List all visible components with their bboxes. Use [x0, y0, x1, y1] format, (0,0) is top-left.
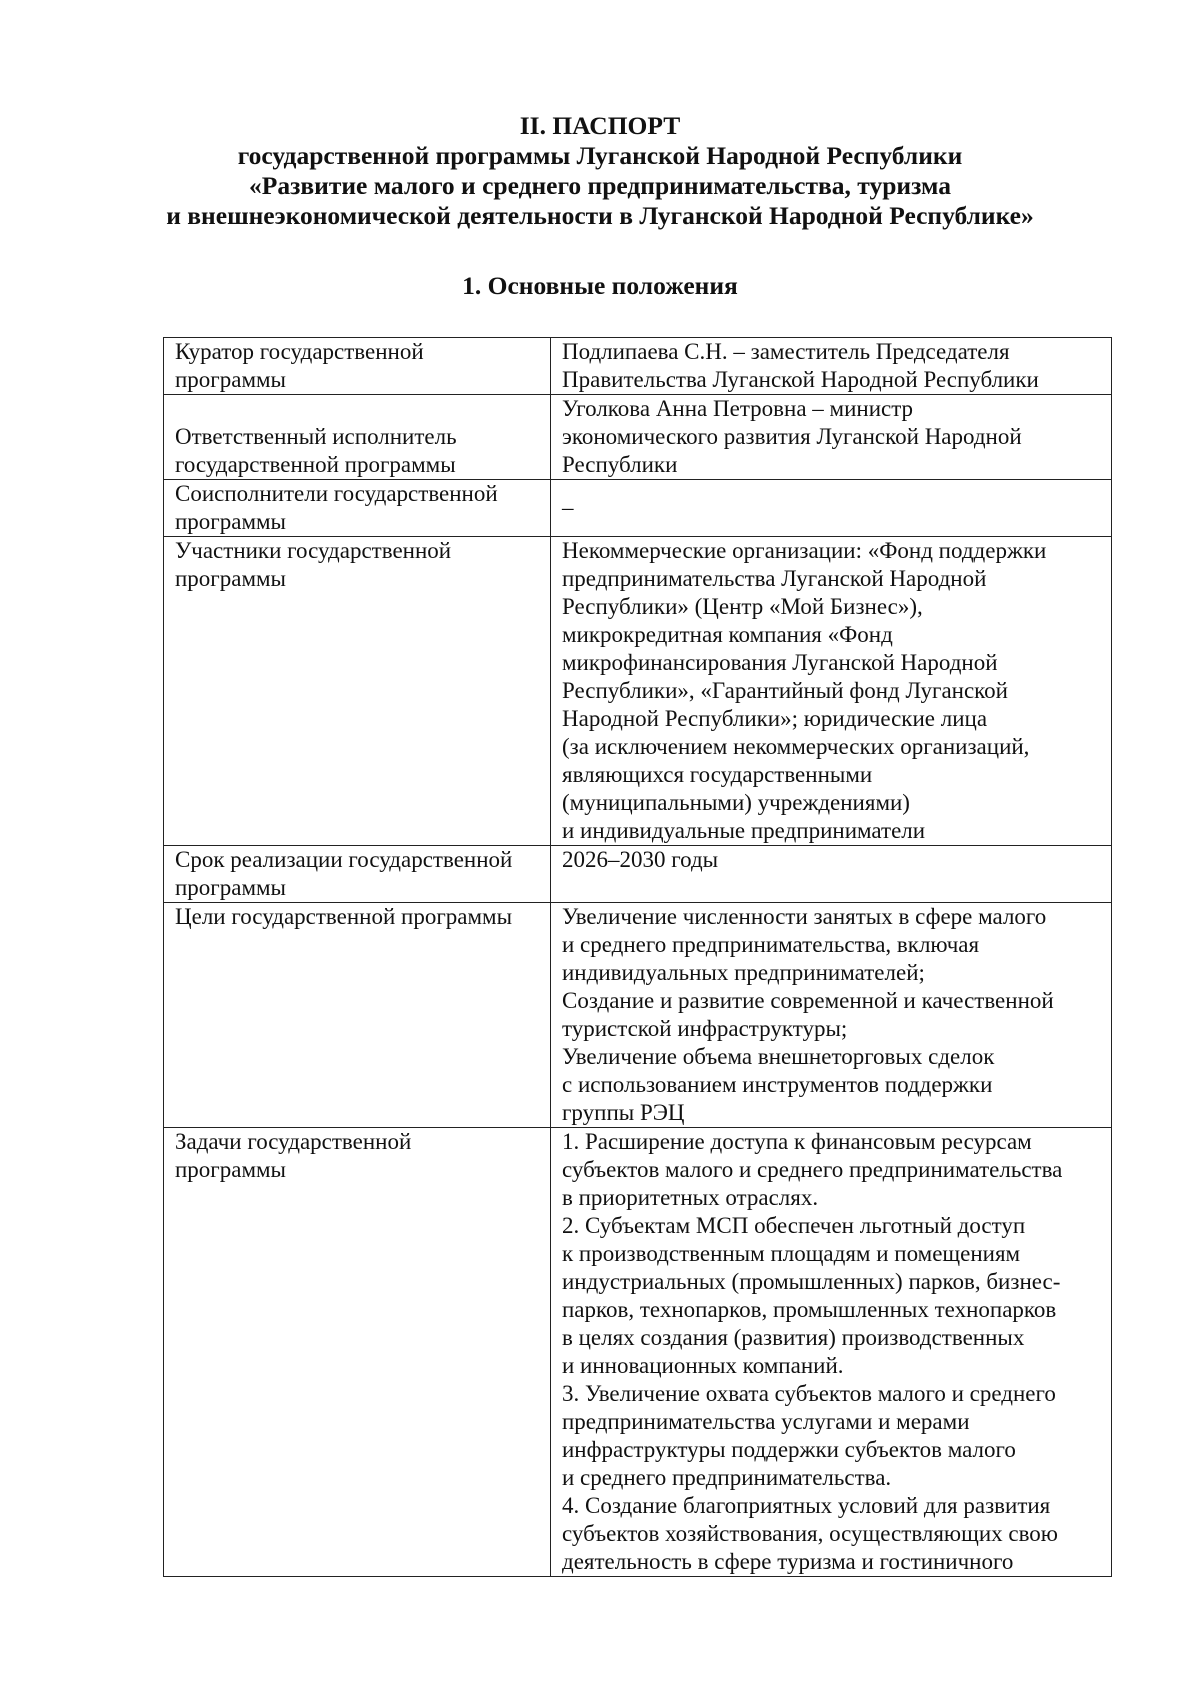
value-line: 2026–2030 годы — [562, 847, 719, 872]
table-row — [164, 395, 1112, 480]
value-line: Некоммерческие организации: «Фонд поддержки — [562, 538, 1047, 563]
row-label-co-executors — [164, 480, 551, 537]
label-line: программы — [175, 1157, 287, 1182]
label-line: Срок реализации государственной — [175, 847, 513, 872]
title-line: «Развитие малого и среднего предпринимательства, туризма — [249, 171, 951, 200]
value-line: Уголкова Анна Петровна – министр — [562, 396, 914, 421]
value-line: Увеличение объема внешнеторговых сделок — [562, 1044, 995, 1069]
label-line: Задачи государственной — [175, 1129, 412, 1154]
row-value-curator — [551, 338, 1112, 395]
value-line: Подлипаева С.Н. – заместитель Председателя — [562, 339, 1010, 364]
value-line: 2. Субъектам МСП обеспечен льготный доступ — [562, 1213, 1026, 1238]
value-line: 1. Расширение доступа к финансовым ресурсам — [562, 1129, 1032, 1154]
table-row — [164, 903, 1112, 1128]
row-label-participants — [164, 537, 551, 846]
table-row — [164, 537, 1112, 846]
value-line: с использованием инструментов поддержки — [562, 1072, 993, 1097]
value-line: (муниципальными) учреждениями) — [562, 790, 910, 815]
value-line: экономического развития Луганской Народной — [562, 424, 1022, 449]
label-line: государственной программы — [175, 452, 456, 477]
row-value-co-executors — [551, 480, 1112, 537]
label-line: Цели государственной программы — [175, 904, 513, 929]
value-line: и среднего предпринимательства. — [562, 1465, 892, 1490]
label-line: программы — [175, 509, 287, 534]
table-row — [164, 480, 1112, 537]
label-line: программы — [175, 875, 287, 900]
value-line: и инновационных компаний. — [562, 1353, 844, 1378]
value-line: (за исключением некоммерческих организаций, — [562, 734, 1030, 759]
value-line: в целях создания (развития) производственных — [562, 1325, 1025, 1350]
title-line: и внешнеэкономической деятельности в Луганской Народной Республике» — [166, 201, 1034, 230]
value-line: являющихся государственными — [562, 762, 873, 787]
value-line: Республики» (Центр «Мой Бизнес»), — [562, 594, 923, 619]
value-line: туристской инфраструктуры; — [562, 1016, 848, 1041]
row-value-goals — [551, 903, 1112, 1128]
label-line: Участники государственной — [175, 538, 452, 563]
value-line: Республики — [562, 452, 678, 477]
value-line: Правительства Луганской Народной Республики — [562, 367, 1039, 392]
value-line: предпринимательства услугами и мерами — [562, 1409, 970, 1434]
value-line: парков, технопарков, промышленных технопарков — [562, 1297, 1057, 1322]
row-label-curator — [164, 338, 551, 395]
table-row — [164, 846, 1112, 903]
value-line: и среднего предпринимательства, включая — [562, 932, 980, 957]
value-line: Народной Республики»; юридические лица — [562, 706, 988, 731]
value-line: к производственным площадям и помещениям — [562, 1241, 1021, 1266]
document-title — [0, 111, 1200, 231]
label-line: Соисполнители государственной — [175, 481, 498, 506]
table-row — [164, 338, 1112, 395]
label-line: Ответственный исполнитель — [175, 424, 457, 449]
title-line: государственной программы Луганской Народной Республики — [237, 141, 963, 170]
title-line: II. ПАСПОРТ — [519, 111, 681, 140]
value-line: субъектов малого и среднего предпринимательства — [562, 1157, 1063, 1182]
value-line: микрофинансирования Луганской Народной — [562, 650, 998, 675]
row-label-tasks — [164, 1128, 551, 1577]
value-line: и индивидуальные предприниматели — [562, 818, 926, 843]
row-value-responsible-executor — [551, 395, 1112, 480]
section-heading: 1. Основные положения — [462, 271, 738, 300]
row-label-implementation-period — [164, 846, 551, 903]
value-line: – — [562, 495, 574, 520]
value-line: инфраструктуры поддержки субъектов малого — [562, 1437, 1016, 1462]
value-line: Республики», «Гарантийный фонд Луганской — [562, 678, 1008, 703]
value-line: 3. Увеличение охвата субъектов малого и среднего — [562, 1381, 1056, 1406]
value-line: группы РЭЦ — [562, 1100, 685, 1125]
label-line: программы — [175, 367, 287, 392]
value-line: 4. Создание благоприятных условий для развития — [562, 1493, 1051, 1518]
row-value-tasks — [551, 1128, 1112, 1577]
value-line: в приоритетных отраслях. — [562, 1185, 819, 1210]
table-row — [164, 1128, 1112, 1577]
value-line: индустриальных (промышленных) парков, бизнес- — [562, 1269, 1061, 1294]
value-line: субъектов хозяйствования, осуществляющих свою — [562, 1521, 1058, 1546]
row-value-implementation-period — [551, 846, 1112, 903]
value-line: индивидуальных предпринимателей; — [562, 960, 925, 985]
row-value-participants — [551, 537, 1112, 846]
label-line: программы — [175, 566, 287, 591]
value-line: микрокредитная компания «Фонд — [562, 622, 893, 647]
row-label-responsible-executor — [164, 395, 551, 480]
value-line: Создание и развитие современной и качественной — [562, 988, 1054, 1013]
label-line: Куратор государственной — [175, 339, 424, 364]
value-line: деятельность в сфере туризма и гостиничного — [562, 1549, 1014, 1574]
passport-table — [163, 337, 1112, 1577]
value-line: Увеличение численности занятых в сфере малого — [562, 904, 1047, 929]
value-line: предпринимательства Луганской Народной — [562, 566, 987, 591]
row-label-goals — [164, 903, 551, 1128]
